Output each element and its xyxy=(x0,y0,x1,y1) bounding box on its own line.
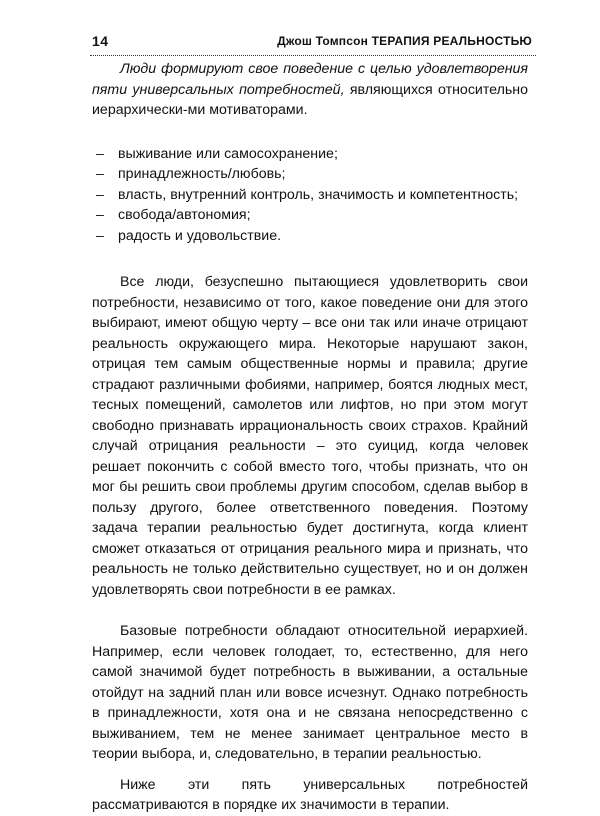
intro-regular-text: являющихся относительно иерархически-ми мотиваторами. xyxy=(92,81,528,118)
needs-list xyxy=(92,144,528,247)
list-dash: – xyxy=(96,186,104,203)
list-item xyxy=(92,144,528,165)
body-paragraph-order: Ниже эти пять универсальных потребностей рассматриваются в порядке их значимости в терапии. xyxy=(92,776,528,813)
intro-italic-text: Люди формируют свое поведение с целью удовлетворения пяти универсальных потребностей, xyxy=(92,61,528,98)
paragraph-spacer xyxy=(92,600,528,621)
page-header xyxy=(92,30,532,52)
list-dash: – xyxy=(96,207,104,223)
body-paragraph-denial: Все люди, безуспешно пытающиеся удовлетворить свои потребности, независимо от того, какое поведение они для этого выбирают, имеют общую черту – все они так или иначе отрицают реальность окружающего мира. Некоторые нарушают закон, отрицая тем самым общественные нормы и правила; другие страдают различными фобиями, например, боятся людных мест, тесных помещений, самолетов или лифтов, но при этом могут свободно признавать иррациональность своих страхов. Крайний случай отрицания реальности – это суицид, когда человек решает покончить с собой вместо того, чтобы признать, что он мог бы решить свои проблемы другим способом, сделав выбор в пользу другого, более ответственного поведения. Поэтому задача терапии реальностью будет достигнута, когда клиент сможет отказаться от отрицания реального мира и признать, что реальность не только действительно существует, но и он должен удовлетворять свои потребности в ее рамках. xyxy=(92,274,528,598)
list-dash: – xyxy=(96,145,104,162)
list-item-text: принадлежность/любовь; xyxy=(118,166,286,182)
page-number: 14 xyxy=(92,33,109,49)
paragraph-spacer xyxy=(92,765,528,775)
list-item-text: выживание или самосохранение; xyxy=(118,145,338,162)
list-item-text: власть, внутренний контроль, значимость и компетентность; xyxy=(118,186,519,203)
page-body xyxy=(92,59,528,816)
header-divider xyxy=(90,55,536,56)
intro-paragraph xyxy=(92,59,528,121)
list-item xyxy=(92,164,528,185)
list-dash: – xyxy=(96,166,104,182)
list-item-text: свобода/автономия; xyxy=(118,207,251,223)
list-item xyxy=(92,185,528,206)
list-dash: – xyxy=(96,227,104,244)
running-title: Джош Томпсон ТЕРАПИЯ РЕАЛЬНОСТЬЮ xyxy=(277,34,532,48)
list-item xyxy=(92,226,528,247)
list-item xyxy=(92,205,528,226)
list-item-text: радость и удовольствие. xyxy=(118,227,282,244)
body-paragraph-hierarchy: Базовые потребности обладают относительной иерархией. Например, если человек голодает, то, естественно, для него самой значимой будет потребность в выживании, а остальные отойдут на задний план или вовсе исчезнут. Однако потребность в принадлежности, хотя она и не связана непосредственно с выживанием, тем не менее занимает центральное место в теории выбора, и, следовательно, в терапии реальностью. xyxy=(92,623,528,762)
